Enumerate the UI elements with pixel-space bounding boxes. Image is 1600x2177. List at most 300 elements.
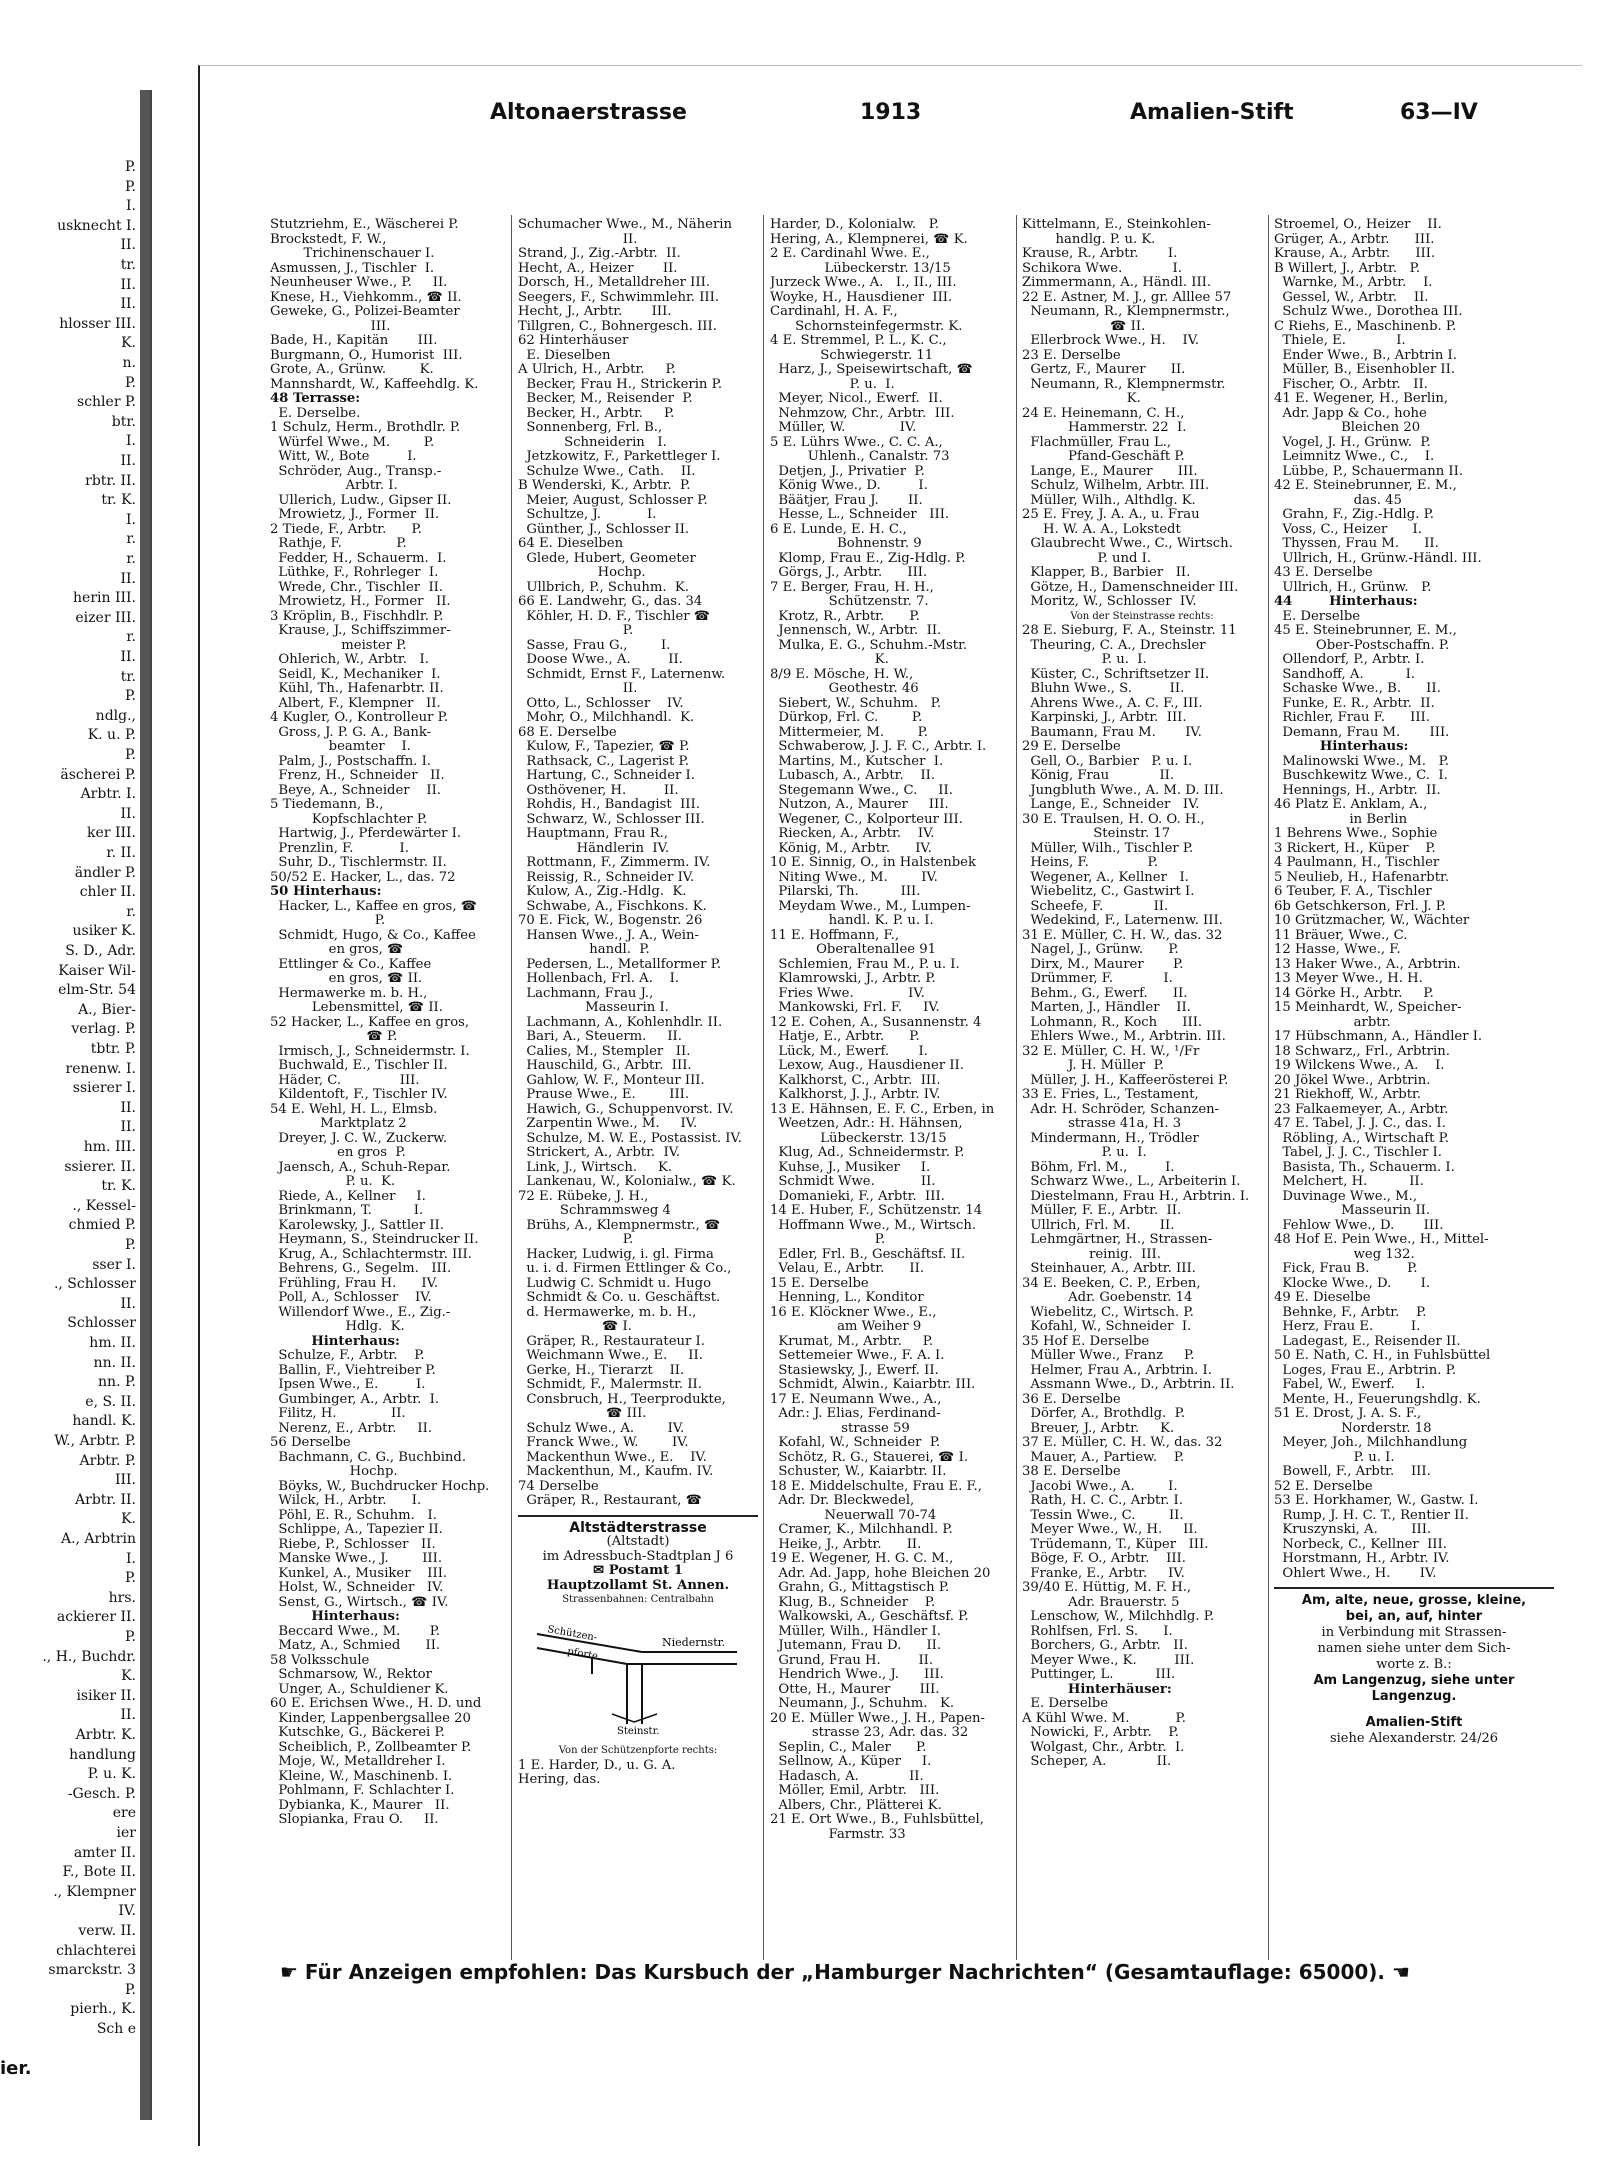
directory-entry: Thiele, E. I. <box>1274 334 1406 348</box>
directory-entry: Schmidt, F., Malermstr. II. <box>518 1378 702 1392</box>
directory-entry: 11 Bräuer, Wwe., C. <box>1274 928 1408 943</box>
directory-entry: Becker, M., Reisender P. <box>518 392 693 406</box>
street-sketch-map <box>522 1614 752 1734</box>
directory-entry: 54 E. Wehl, H. L., Elmsb. <box>270 1102 438 1117</box>
map-label: pforte <box>566 1645 599 1662</box>
directory-entry: Dirx, M., Maurer P. <box>1022 957 1184 972</box>
previous-page-entry: W., Arbtr. P. <box>54 1433 136 1449</box>
directory-entry: Flachmüller, Frau L., <box>1022 435 1172 450</box>
directory-entry: J. H. Müller P. <box>1022 1059 1164 1073</box>
directory-entry: Ladegast, E., Reisender II. <box>1274 1334 1461 1349</box>
directory-entry: Schumacher Wwe., M., Näherin <box>518 218 732 232</box>
directory-entry: Krause, R., Arbtr. I. <box>1022 247 1178 261</box>
directory-entry: Schulze Wwe., Cath. II. <box>518 464 696 479</box>
directory-entry: Burgmann, O., Humorist III. <box>270 348 463 363</box>
note-line: Langenzug. <box>1371 1689 1457 1704</box>
directory-entry: 13 Haker Wwe., A., Arbtrin. <box>1274 957 1461 972</box>
directory-entry: Gertz, F., Maurer II. <box>1022 363 1186 377</box>
directory-entry: Lange, E., Maurer III. <box>1022 464 1198 479</box>
directory-entry: Hacker, Ludwig, i. gl. Firma <box>518 1247 714 1262</box>
directory-entry: Marten, J., Händler II. <box>1022 1001 1191 1015</box>
directory-entry: Velau, E., Arbtr. II. <box>770 1262 925 1276</box>
directory-entry: Jutemann, Frau D. II. <box>770 1639 942 1653</box>
directory-entry: Harz, J., Speisewirtschaft, ☎ <box>770 363 973 377</box>
previous-page-entry: II. <box>120 276 136 293</box>
previous-page-entry: ssierer. II. <box>64 1158 136 1175</box>
directory-entry: Kulow, A., Zig.-Hdlg. K. <box>518 885 687 899</box>
directory-entry: Grüger, A., Arbtr. III. <box>1274 232 1435 247</box>
directory-entry: 50 Hinterhaus: <box>270 885 382 899</box>
directory-entry: Röbling, A., Wirtschaft P. <box>1274 1131 1449 1146</box>
directory-entry: Görgs, J., Arbtr. III. <box>770 566 928 580</box>
directory-entry: Hauschild, G., Arbtr. III. <box>518 1059 692 1073</box>
directory-entry: Consbruch, H., Teerprodukte, <box>518 1392 726 1407</box>
previous-page-entry: I. <box>126 433 136 450</box>
directory-entry: Masseurin I. <box>518 1001 669 1015</box>
directory-entry: II. <box>518 682 638 696</box>
directory-entry: Ohlerich, W., Arbtr. I. <box>270 653 429 667</box>
directory-entry: Gumbinger, A., Arbtr. I. <box>270 1392 440 1407</box>
directory-entry: 43 E. Derselbe <box>1274 566 1373 580</box>
directory-entry: Frenz, H., Schneider II. <box>270 769 445 783</box>
directory-entry: Scheefe, F. II. <box>1022 899 1169 914</box>
directory-entry: Klomp, Frau E., Zig-Hdlg. P. <box>770 551 966 566</box>
directory-entry: 7 E. Berger, Frau, H. H., <box>770 580 934 595</box>
directory-entry: Ipsen Wwe., E. I. <box>270 1378 426 1392</box>
directory-entry: Hatje, E., Arbtr. P. <box>770 1030 920 1044</box>
directory-entry: 17 Hübschmann, A., Händler I. <box>1274 1030 1483 1044</box>
directory-entry: Heike, J., Arbtr. II. <box>770 1537 922 1552</box>
directory-entry: Slopianka, Frau O. II. <box>270 1813 439 1827</box>
previous-page-entry: usknecht I. <box>57 217 136 234</box>
directory-entry: en gros, ☎ <box>270 943 404 957</box>
directory-entry: Klapper, B., Barbier II. <box>1022 566 1191 580</box>
directory-entry: Scheiblich, P., Zollbeamter P. <box>270 1740 472 1755</box>
directory-entry: Schützenstr. 7. <box>770 595 929 609</box>
directory-entry: Gessel, W., Arbtr. II. <box>1274 290 1429 305</box>
directory-entry: Hering, das. <box>518 1773 601 1787</box>
directory-entry: Dürkop, Frl. C. P. <box>770 711 923 725</box>
directory-entry: Krumat, M., Arbtr. P. <box>770 1334 934 1349</box>
directory-entry: Neunheuser Wwe., P. II. <box>270 276 448 290</box>
directory-entry: Breuer, J., Arbtr. K. <box>1022 1421 1175 1436</box>
directory-entry: 24 E. Heinemann, C. H., <box>1022 406 1185 421</box>
previous-page-entry: III. <box>114 1472 136 1489</box>
directory-entry: Schlemien, Frau M., P. u. I. <box>770 957 960 972</box>
directory-entry: Mohr, O., Milchhandl. K. <box>518 711 695 725</box>
directory-entry: Wegener, A., Kellner I. <box>1022 870 1189 885</box>
directory-entry: Mrowietz, J., Former II. <box>270 508 440 522</box>
directory-entry: 3 Kröplin, B., Fischhdlr. P. <box>270 609 444 624</box>
directory-entry: Osthövener, H. II. <box>518 783 679 798</box>
directory-entry: 18 E. Middelschulte, Frau E. F., <box>770 1479 982 1494</box>
directory-entry: Heins, F. P. <box>1022 856 1158 870</box>
directory-entry: Brinkmann, T. I. <box>270 1204 424 1218</box>
previous-page-entry: chler II. <box>79 884 136 901</box>
directory-entry: 68 E. Derselbe <box>518 725 617 740</box>
note-line: worte z. B.: <box>1376 1657 1452 1672</box>
previous-page-entry: ker III. <box>87 825 136 842</box>
directory-entry: Ludwig C. Schmidt u. Hugo <box>518 1276 712 1291</box>
previous-page-entry: II. <box>120 296 136 313</box>
directory-entry: 19 E. Wegener, H. G. C. M., <box>770 1552 954 1566</box>
directory-entry: Krotz, R., Arbtr. P. <box>770 609 920 624</box>
directory-entry: Sandhoff, A. I. <box>1274 667 1415 682</box>
previous-page-entry: Schlosser <box>67 1315 136 1332</box>
directory-entry: 4 E. Stremmel, P. L., K. C., <box>770 334 947 348</box>
directory-entry: Matz, A., Schmied II. <box>270 1639 441 1653</box>
directory-entry: 1 Schulz, Herm., Brothdlr. P. <box>270 421 461 435</box>
previous-page-entry: I. <box>126 511 136 528</box>
directory-entry: Link, J., Wirtsch. K. <box>518 1160 673 1175</box>
directory-column-1 <box>270 218 510 1958</box>
column-divider <box>511 215 512 1960</box>
directory-entry: 42 E. Steinebrunner, E. M., <box>1274 479 1457 493</box>
directory-entry: Neumann, R., Klempnermstr. <box>1022 377 1226 392</box>
directory-column-5 <box>1274 218 1554 1958</box>
directory-entry: Jetzkowitz, F., Parkettleger I. <box>518 450 721 464</box>
previous-page-entry: hm. II. <box>89 1335 136 1351</box>
previous-page-entry: I. <box>126 198 136 215</box>
directory-entry: Detjen, J., Privatier P. <box>770 464 925 479</box>
directory-entry: III. <box>270 319 391 334</box>
directory-entry: Behrens, G., Segelm. III. <box>270 1262 452 1276</box>
directory-entry: handlg. P. u. K. <box>1022 232 1156 247</box>
directory-entry: Gräper, R., Restaurant, ☎ <box>518 1494 702 1508</box>
directory-entry: P. <box>518 1233 634 1247</box>
previous-page-entry: äscherei P. <box>60 766 136 783</box>
directory-entry: 48 Terrasse: <box>270 392 361 406</box>
directory-entry: E. Derselbe <box>1274 609 1361 624</box>
directory-entry: 32 E. Müller, C. H. W., ¹/Fr <box>1022 1044 1200 1059</box>
directory-entry: Fries Wwe. IV. <box>770 986 925 1001</box>
directory-entry: Gahlow, W. F., Monteur III. <box>518 1073 705 1088</box>
directory-entry: Uhlenh., Canalstr. 73 <box>770 450 950 464</box>
directory-entry: Häder, C. III. <box>270 1073 420 1088</box>
previous-page-entry: Arbtr. II. <box>75 1491 136 1508</box>
directory-entry: Pfand-Geschäft P. <box>1022 450 1185 464</box>
directory-entry: Hesse, L., Schneider III. <box>770 508 950 522</box>
directory-entry: Kühl, Th., Hafenarbtr. II. <box>270 682 444 696</box>
directory-entry: Schulz Wwe., A. IV. <box>518 1421 685 1436</box>
directory-entry: Lehmgärtner, H., Strassen- <box>1022 1233 1213 1247</box>
directory-entry: Müller, Wilh., Althdlg. K. <box>1022 493 1196 508</box>
directory-entry: Tessin Wwe., C. II. <box>1022 1508 1184 1523</box>
directory-entry: strasse 41a, H. 3 <box>1022 1117 1182 1131</box>
directory-entry: Stasiewsky, J., Ewerf. II. <box>770 1363 939 1378</box>
directory-entry: Loges, Frau E., Arbtrin. P. <box>1274 1363 1457 1378</box>
directory-entry: Domanieki, F., Arbtr. III. <box>770 1189 945 1204</box>
directory-entry: Fischer, O., Arbtr. II. <box>1274 377 1428 392</box>
directory-entry: Müller, J. H., Kaffeerösterei P. <box>1022 1073 1229 1088</box>
directory-entry: Otto, L., Schlosser IV. <box>518 696 684 711</box>
directory-entry: Franck Wwe., W. IV. <box>518 1436 689 1450</box>
directory-entry: Ballin, F., Viehtreiber P. <box>270 1363 436 1378</box>
directory-entry: Steinhauer, A., Arbtr. III. <box>1022 1262 1196 1276</box>
directory-entry: Wrede, Chr., Tischler II. <box>270 580 444 595</box>
directory-entry: Sonnenberg, Frl. B., <box>518 421 663 435</box>
directory-entry: Rohlfsen, Frl. S. I. <box>1022 1624 1173 1639</box>
directory-entry: Otte, H., Maurer III. <box>770 1682 940 1697</box>
directory-entry: 39/40 E. Hüttig, M. F. H., <box>1022 1581 1192 1595</box>
directory-entry: 21 Riekhoff, W., Arbtr. <box>1274 1088 1422 1102</box>
directory-entry: Henning, L., Konditor <box>770 1291 924 1305</box>
directory-entry: 5 E. Lührs Wwe., C. C. A., <box>770 435 943 450</box>
directory-entry: Rottmann, F., Zimmerm. IV. <box>518 856 711 870</box>
directory-entry: 1 Behrens Wwe., Sophie <box>1274 827 1438 841</box>
directory-entry: 12 Hasse, Wwe., F. <box>1274 943 1401 957</box>
directory-entry: Klocke Wwe., D. I. <box>1274 1276 1431 1291</box>
directory-entry: Müller, Wilh., Händler I. <box>770 1624 941 1639</box>
directory-entry: Woyke, H., Hausdiener III. <box>770 290 953 305</box>
previous-page-entry: r. <box>126 551 136 567</box>
directory-entry: Müller Wwe., Franz P. <box>1022 1349 1195 1363</box>
directory-entry: 13 E. Hähnsen, E. F. C., Erben, in <box>770 1102 995 1117</box>
directory-entry: Schulz Wwe., Dorothea III. <box>1274 305 1463 319</box>
directory-entry: K. <box>770 653 889 667</box>
directory-entry: weg 132. <box>1274 1247 1415 1262</box>
directory-entry: Grund, Frau H. II. <box>770 1653 934 1668</box>
directory-entry: Oberaltenallee 91 <box>770 943 937 957</box>
directory-entry: 33 E. Fries, L., Testament, <box>1022 1088 1199 1102</box>
directory-entry: E. Derselbe <box>1022 1697 1109 1711</box>
previous-page-entry: rbtr. II. <box>85 472 136 489</box>
directory-entry: 35 Hof E. Derselbe <box>1022 1334 1150 1349</box>
directory-entry: Schmidt, Ernst F., Laternenw. <box>518 667 726 682</box>
directory-entry: Sasse, Frau G., I. <box>518 638 671 653</box>
directory-entry: Cramer, K., Milchhandl. P. <box>770 1523 953 1537</box>
previous-page-entry: r. <box>126 531 136 548</box>
directory-entry: Prenzlin, F. I. <box>270 841 409 856</box>
directory-entry: Schwaberow, J. J. F. C., Arbtr. I. <box>770 740 987 754</box>
previous-page-entry: ackierer II. <box>56 1609 136 1626</box>
directory-entry: 19 Wilckens Wwe., A. I. <box>1274 1059 1445 1073</box>
directory-entry: Krug, A., Schlachtermstr. III. <box>270 1247 472 1262</box>
directory-entry: Ullbrich, P., Schuhm. K. <box>518 580 689 595</box>
directory-entry: Wiebelitz, C., Gastwirt I. <box>1022 885 1195 899</box>
directory-entry: Lübeckerstr. 13/15 <box>770 261 951 276</box>
directory-entry: Arbtr. I. <box>270 479 398 493</box>
directory-entry: Hochp. <box>518 566 646 580</box>
directory-entry: Hartung, C., Schneider I. <box>518 769 695 783</box>
directory-entry: Seegers, F., Schwimmlehr. III. <box>518 290 720 305</box>
note-line: namen siehe unter dem Sich- <box>1317 1641 1511 1656</box>
directory-entry: Settemeier Wwe., F. A. I. <box>770 1349 945 1363</box>
directory-entry: Lachmann, A., Kohlenhdlr. II. <box>518 1015 723 1030</box>
directory-entry: Böhm, Frl. M., I. <box>1022 1160 1175 1175</box>
directory-entry: Gerke, H., Tierarzt II. <box>518 1363 685 1378</box>
directory-entry: Albert, F., Klempner II. <box>270 696 441 711</box>
directory-entry: 23 E. Derselbe <box>1022 348 1121 363</box>
previous-page-entry: renenw. I. <box>65 1060 136 1077</box>
directory-entry: Scheper, A. II. <box>1022 1755 1172 1769</box>
directory-entry: P. <box>770 1233 886 1247</box>
directory-entry: Wiebelitz, C., Wirtsch. P. <box>1022 1305 1194 1320</box>
directory-entry: Baumann, Frau M. IV. <box>1022 725 1202 740</box>
previous-page-entry: P. <box>124 747 136 763</box>
previous-page-entry: P. <box>124 1570 136 1587</box>
directory-entry: Lübbe, P., Schauermann II. <box>1274 464 1464 479</box>
directory-entry: 45 E. Steinebrunner, E. M., <box>1274 624 1457 638</box>
directory-entry: Lebensmittel, ☎ II. <box>270 1001 443 1015</box>
previous-page-entry: Arbtr. K. <box>75 1727 136 1743</box>
directory-entry: Jaensch, A., Schuh-Repar. <box>270 1160 451 1175</box>
directory-entry: Hartwig, J., Pferdewärter I. <box>270 827 462 841</box>
directory-entry: Meyer Wwe., W., H. II. <box>1022 1523 1198 1537</box>
directory-entry: Horstmann, H., Arbtr. IV. <box>1274 1552 1450 1566</box>
directory-column-2 <box>518 218 758 1958</box>
directory-entry: Strickert, A., Arbtr. IV. <box>518 1146 681 1160</box>
directory-entry: Hinterhäuser: <box>1022 1682 1172 1697</box>
previous-page-entry: II. <box>120 1119 136 1136</box>
previous-page-entry: A., Bier- <box>78 1001 136 1018</box>
previous-page-entry: nn. P. <box>98 1374 136 1391</box>
note-line: in Verbindung mit Strassen- <box>1321 1625 1507 1640</box>
directory-entry: Schaske Wwe., B. II. <box>1274 682 1441 696</box>
directory-entry: 17 E. Neumann Wwe., A., <box>770 1392 942 1407</box>
directory-entry: 30 E. Traulsen, H. O. O. H., <box>1022 812 1205 827</box>
column-divider <box>1268 215 1269 1960</box>
previous-page-entry: nn. II. <box>93 1354 136 1371</box>
directory-entry: Pilarski, Th. III. <box>770 885 921 899</box>
directory-entry: Leimnitz Wwe., C., I. <box>1274 450 1435 464</box>
directory-entry: ☎ II. <box>1022 319 1146 334</box>
directory-entry: Pohlmann, F. Schlachter I. <box>270 1784 455 1798</box>
directory-entry: Wegener, C., Kolporteur III. <box>770 812 963 827</box>
directory-entry: Hollenbach, Frl. A. I. <box>518 972 680 986</box>
directory-entry: Hdlg. K. <box>270 1320 405 1334</box>
directory-entry: Siebert, W., Schuhm. P. <box>770 696 942 711</box>
previous-page-entry: ., H., Buchdr. <box>42 1648 136 1665</box>
directory-entry: Rath, H. C. C., Arbtr. I. <box>1022 1494 1183 1508</box>
previous-page-entry: e, S. II. <box>85 1393 136 1410</box>
directory-entry: Stroemel, O., Heizer II. <box>1274 218 1442 232</box>
directory-entry: Schlippe, A., Tapezier II. <box>270 1523 443 1537</box>
directory-entry: Nehmzow, Chr., Arbtr. III. <box>770 406 955 421</box>
header-left: Altonaerstrasse <box>490 100 687 125</box>
directory-entry: 15 E. Derselbe <box>770 1276 869 1291</box>
directory-entry: strasse 23, Adr. das. 32 <box>770 1726 969 1740</box>
directory-entry: C Riehs, E., Maschinenb. P. <box>1274 319 1457 334</box>
directory-entry: Mackenthun Wwe., E. IV. <box>518 1450 707 1465</box>
directory-entry: II. <box>518 232 638 247</box>
directory-entry: Mauer, A., Partiew. P. <box>1022 1450 1185 1465</box>
directory-entry: Ellerbrock Wwe., H. IV. <box>1022 334 1200 348</box>
directory-entry: A Kühl Wwe. M. P. <box>1022 1711 1186 1726</box>
directory-entry: Asmussen, J., Tischler I. <box>270 261 435 276</box>
previous-page-entry: II. <box>120 805 136 822</box>
directory-entry: Harder, D., Kolonialw. P. <box>770 218 940 232</box>
directory-entry: Knese, H., Viehkomm., ☎ II. <box>270 290 462 305</box>
directory-entry: Klamrowski, J., Arbtr. P. <box>770 972 936 986</box>
directory-entry: Wedekind, F., Laternenw. III. <box>1022 914 1223 928</box>
directory-entry: Edler, Frl. B., Geschäftsf. II. <box>770 1247 966 1262</box>
previous-page-entry: Sch e <box>96 2021 136 2037</box>
directory-entry: 41 E. Wegener, H., Berlin, <box>1274 392 1449 406</box>
directory-entry: 4 Paulmann, H., Tischler <box>1274 856 1440 870</box>
directory-entry: Hering, A., Klempnerei, ☎ K. <box>770 232 968 247</box>
directory-entry: 23 Falkaemeyer, A., Arbtr. <box>1274 1102 1449 1117</box>
directory-entry: Hansen Wwe., J. A., Wein- <box>518 928 699 943</box>
directory-entry: Jurzeck Wwe., A. I., II., III. <box>770 276 957 290</box>
directory-entry: Lenschow, W., Milchhdlg. P. <box>1022 1610 1215 1624</box>
directory-entry: Ullrich, H., Grünw.-Händl. III. <box>1274 551 1482 566</box>
directory-entry: 10 Grützmacher, W., Wächter <box>1274 914 1470 928</box>
directory-entry: 18 Schwarz,, Frl., Arbtrin. <box>1274 1044 1450 1059</box>
directory-entry: Hinterhaus: <box>1274 740 1409 754</box>
previous-page-entry: ier <box>116 1825 136 1841</box>
previous-page-entry: I. <box>126 1550 136 1567</box>
directory-entry: 6 Teuber, F. A., Tischler <box>1274 885 1432 899</box>
directory-entry: 74 Derselbe <box>518 1479 599 1494</box>
directory-entry: Brühs, A., Klempnermstr., ☎ <box>518 1218 721 1233</box>
previous-page-entry: n. <box>122 355 136 371</box>
directory-entry: Adr. H. Schröder, Schanzen- <box>1022 1102 1220 1117</box>
directory-entry: P. <box>270 914 386 928</box>
directory-entry: P. u. I. <box>1274 1450 1395 1465</box>
directory-entry: Hauptmann, Frau R., <box>518 827 669 841</box>
directory-entry: Buchwald, E., Tischler II. <box>270 1059 448 1073</box>
note-line: siehe Alexanderstr. 24/26 <box>1329 1731 1499 1746</box>
street-district: (Altstadt) <box>606 1535 670 1549</box>
directory-entry: 28 E. Sieburg, F. A., Steinstr. 11 <box>1022 624 1237 638</box>
directory-entry: Grahn, F., Zig.-Hdlg. P. <box>1274 508 1434 522</box>
directory-entry: Lankenau, W., Kolonialw., ☎ K. <box>518 1175 736 1189</box>
directory-entry: Reissig, R., Schneider IV. <box>518 870 695 885</box>
directory-entry: Kofahl, W., Schneider I. <box>1022 1320 1192 1334</box>
directory-entry: Wolgast, Chr., Arbtr. I. <box>1022 1740 1185 1755</box>
directory-entry: ☎ I. <box>518 1320 632 1334</box>
directory-entry: 16 E. Klöckner Wwe., E., <box>770 1305 937 1320</box>
street-plan-reference: im Adressbuch-Stadtplan J 6 <box>542 1549 734 1564</box>
directory-entry: ☎ P. <box>270 1030 398 1044</box>
previous-page-entry: handlung <box>69 1746 136 1763</box>
directory-entry: Gräper, R., Restaurateur I. <box>518 1334 705 1349</box>
directory-entry: 25 E. Frey, J. A. A., u. Frau <box>1022 508 1200 522</box>
directory-entry: E. Derselbe. <box>270 406 361 421</box>
directory-entry: Tillgren, C., Bohnergesch. III. <box>518 319 717 334</box>
directory-entry: Mrowietz, H., Former II. <box>270 595 451 609</box>
directory-entry: Rathsack, C., Lagerist P. <box>518 754 689 769</box>
directory-entry: Mente, H., Feuerungshdlg. K. <box>1274 1392 1481 1407</box>
previous-page-entry: II. <box>120 649 136 665</box>
directory-entry: Hennings, H., Arbtr. II. <box>1274 783 1441 798</box>
directory-entry: Dreyer, J. C. W., Zuckerw. <box>270 1131 448 1146</box>
directory-entry: Melchert, H. II. <box>1274 1175 1424 1189</box>
directory-entry: Meyer Wwe., K. III. <box>1022 1653 1195 1668</box>
directory-entry: Nerenz, E., Arbtr. II. <box>270 1421 433 1436</box>
cross-reference-note <box>1274 1593 1554 1747</box>
directory-entry: Nutzon, A., Maurer III. <box>770 798 949 812</box>
directory-entry: Riebe, P., Schlosser II. <box>270 1537 436 1552</box>
directory-entry: Lange, E., Schneider IV. <box>1022 798 1200 812</box>
directory-entry: Norderstr. 18 <box>1274 1421 1432 1436</box>
map-label: Niedernstr. <box>662 1635 726 1649</box>
directory-entry: 58 Volksschule <box>270 1653 370 1668</box>
previous-page-entry: ., Kessel- <box>72 1197 136 1214</box>
previous-page-entry: schler P. <box>77 394 136 411</box>
directory-entry: Lübeckerstr. 13/15 <box>770 1131 947 1146</box>
directory-entry: Kutschke, G., Bäckerei P. <box>270 1726 445 1740</box>
directory-entry: Adr. Dr. Bleckwedel, <box>770 1494 915 1508</box>
directory-entry: Fabel, W., Ewerf. I. <box>1274 1378 1426 1392</box>
directory-entry: König, M., Arbtr. IV. <box>770 841 932 856</box>
directory-entry: Adr. Japp & Co., hohe <box>1274 406 1427 421</box>
directory-entry: Händlerin IV. <box>518 841 670 856</box>
directory-entry: Ullerich, Ludw., Gipser II. <box>270 493 452 508</box>
map-label: Schützen- <box>546 1623 598 1644</box>
directory-entry: Riecken, A., Arbtr. IV. <box>770 827 935 841</box>
